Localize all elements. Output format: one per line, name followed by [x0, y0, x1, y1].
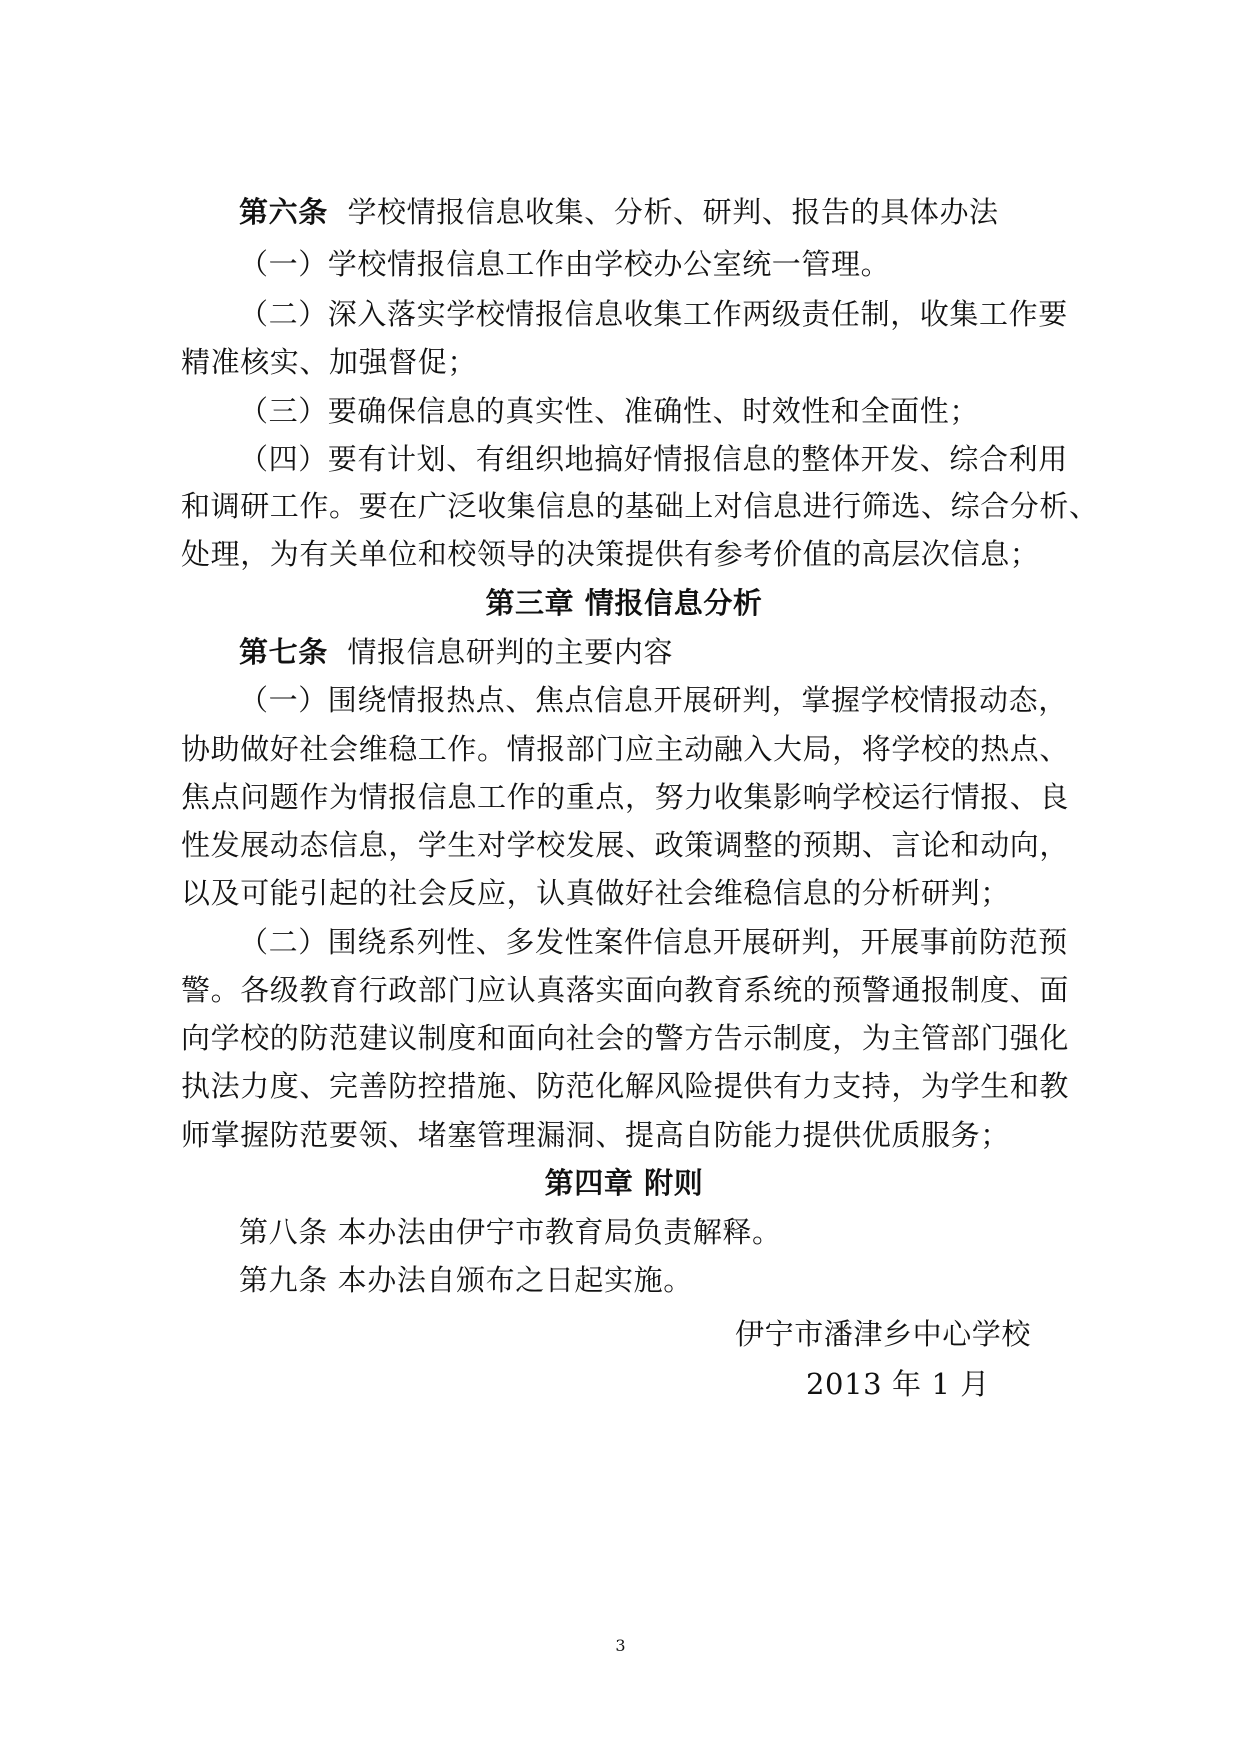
- article-6-item-4-cont-2: 处理，为有关单位和校领导的决策提供有参考价值的高层次信息；: [181, 537, 1040, 571]
- signature-date: 2013 年 1 月: [806, 1367, 990, 1401]
- article-8: 第八条 本办法由伊宁市教育局负责解释。: [239, 1215, 782, 1249]
- chapter-4-heading: 第四章 附则: [544, 1166, 704, 1200]
- chapter-3-heading: 第三章 情报信息分析: [485, 586, 763, 620]
- article-7-item-2: （二）围绕系列性、多发性案件信息开展研判，开展事前防范预: [239, 925, 1068, 959]
- signature-school: 伊宁市潘津乡中心学校: [735, 1317, 1032, 1351]
- article-6-item-4: （四）要有计划、有组织地搞好情报信息的整体开发、综合利用: [239, 442, 1068, 476]
- article-7-title: 情报信息研判的主要内容: [347, 635, 674, 669]
- article-7-item-1-cont-2: 焦点问题作为情报信息工作的重点，努力收集影响学校运行情报、良: [181, 780, 1070, 814]
- article-7-item-1-cont-1: 协助做好社会维稳工作。情报部门应主动融入大局，将学校的热点、: [181, 732, 1070, 766]
- article-7-item-2-cont-3: 执法力度、完善防控措施、防范化解风险提供有力支持，为学生和教: [181, 1069, 1070, 1103]
- article-7-item-2-cont-4: 师掌握防范要领、堵塞管理漏洞、提高自防能力提供优质服务；: [181, 1118, 1010, 1152]
- article-7-item-2-cont-1: 警。各级教育行政部门应认真落实面向教育系统的预警通报制度、面: [181, 973, 1070, 1007]
- article-6-item-3: （三）要确保信息的真实性、准确性、时效性和全面性；: [239, 394, 980, 428]
- article-9: 第九条 本办法自颁布之日起实施。: [239, 1263, 693, 1297]
- article-7-item-2-cont-2: 向学校的防范建议制度和面向社会的警方告示制度，为主管部门强化: [181, 1021, 1070, 1055]
- article-6-heading: [239, 192, 1067, 232]
- article-6-item-2-cont: 精准核实、加强督促；: [181, 345, 478, 379]
- article-6-item-4-cont-1: 和调研工作。要在广泛收集信息的基础上对信息进行筛选、综合分析、: [181, 489, 1099, 523]
- article-6-title: 学校情报信息收集、分析、研判、报告的具体办法: [347, 195, 999, 229]
- article-7-item-1-cont-4: 以及可能引起的社会反应，认真做好社会维稳信息的分析研判；: [181, 876, 1010, 910]
- article-7-item-1: （一）围绕情报热点、焦点信息开展研判，掌握学校情报动态，: [239, 683, 1068, 717]
- article-6-label: 第六条: [239, 195, 328, 229]
- article-6-item-2: （二）深入落实学校情报信息收集工作两级责任制，收集工作要: [239, 297, 1068, 331]
- article-7-heading: [239, 632, 1067, 672]
- article-7-item-1-cont-3: 性发展动态信息，学生对学校发展、政策调整的预期、言论和动向，: [181, 828, 1070, 862]
- article-7-label: 第七条: [239, 635, 328, 669]
- page-number: 3: [615, 1636, 626, 1655]
- article-6-item-1: （一）学校情报信息工作由学校办公室统一管理。: [239, 247, 891, 281]
